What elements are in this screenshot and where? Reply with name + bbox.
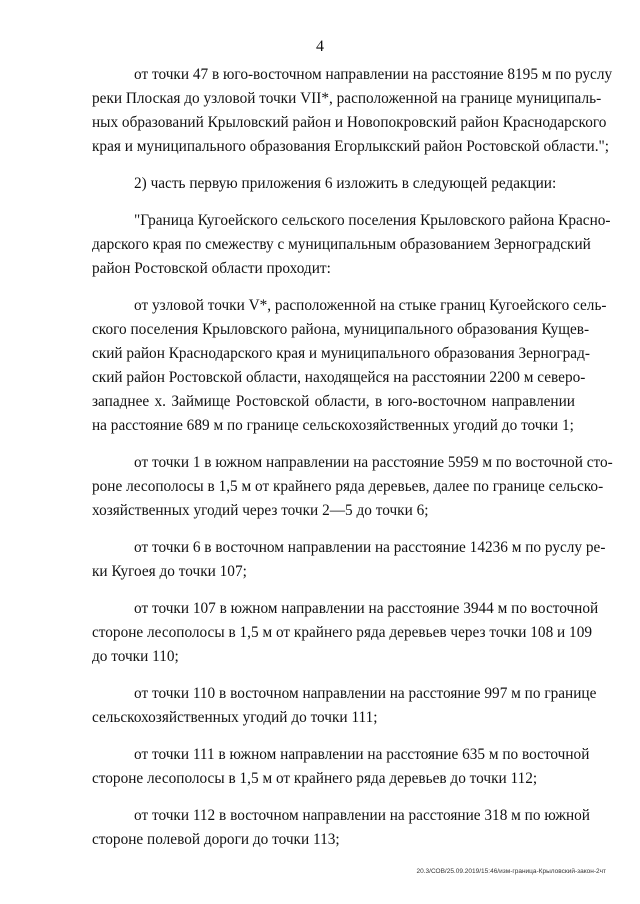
text-line: сельскохозяйственных угодий до точки 111;: [92, 709, 378, 726]
text-line: 2) часть первую приложения 6 изложить в следующей редакции:: [134, 175, 557, 192]
text-line: от точки 47 в юго-восточном направлении на расстояние 8195 м по руслу: [134, 66, 613, 83]
footer-code: 20.3/СОВ/25.09.2019/15:46/изм-граница-Крыловский-закон-2чт: [416, 868, 606, 875]
text-line: роне лесополосы в 1,5 м от крайнего ряда деревьев, далее по границе сельско-: [92, 478, 604, 495]
text-line: западнее х. Займище Ростовской области, в юго-восточном направлении: [92, 393, 575, 410]
text-line: "Граница Кугоейского сельского поселения Крыловского района Красно-: [134, 212, 611, 229]
page-number: 4: [316, 38, 324, 55]
text-line: ки Кугоея до точки 107;: [92, 563, 247, 580]
paragraph: [92, 294, 607, 438]
paragraph: [92, 597, 599, 669]
text-line: от узловой точки V*, расположенной на стыке границ Кугоейского сель-: [134, 297, 607, 314]
text-line: реки Плоская до узловой точки VII*, расположенной на границе муниципаль-: [92, 90, 602, 107]
text-line: хозяйственных угодий через точки 2—5 до точки 6;: [92, 502, 429, 519]
document-body: [92, 63, 613, 865]
paragraph: [92, 172, 575, 196]
text-line: ский район Краснодарского края и муниципального образования Зерноград-: [92, 345, 590, 362]
text-line: район Ростовской области проходит:: [92, 260, 331, 277]
text-line: ского поселения Крыловского района, муниципального образования Кущев-: [92, 321, 590, 338]
text-line: от точки 107 в южном направлении на расстояние 3944 м по восточной: [134, 600, 599, 617]
text-line: от точки 110 в восточном направлении на расстояние 997 м по границе: [134, 685, 597, 702]
text-line: от точки 6 в восточном направлении на расстояние 14236 м по руслу ре-: [134, 539, 606, 556]
paragraph: [92, 536, 606, 584]
text-line: стороне лесополосы в 1,5 м от крайнего ряда деревьев до точки 112;: [92, 770, 538, 787]
text-line: ский район Ростовской области, находящейся на расстоянии 2200 м северо-: [92, 369, 586, 386]
paragraph: [92, 804, 590, 852]
paragraph: [92, 743, 590, 791]
text-line: ных образований Крыловский район и Новопокровский район Краснодарского: [92, 114, 607, 131]
text-line: стороне лесополосы в 1,5 м от крайнего ряда деревьев через точки 108 и 109: [92, 624, 592, 641]
text-line: края и муниципального образования Егорлыкский район Ростовской области.";: [92, 138, 610, 155]
text-line: от точки 111 в южном направлении на расстояние 635 м по восточной: [134, 746, 590, 763]
text-line: от точки 1 в южном направлении на расстояние 5959 м по восточной сто-: [134, 454, 613, 471]
text-line: от точки 112 в восточном направлении на расстояние 318 м по южной: [134, 807, 590, 824]
paragraph: [92, 451, 613, 523]
text-line: до точки 110;: [92, 648, 179, 665]
text-line: на расстояние 689 м по границе сельскохозяйственных угодий до точки 1;: [92, 417, 574, 434]
paragraph: [92, 682, 597, 730]
paragraph: [92, 209, 611, 281]
paragraph: [92, 63, 613, 159]
text-line: стороне полевой дороги до точки 113;: [92, 831, 340, 848]
text-line: дарского края по смежеству с муниципальным образованием Зерноградский: [92, 236, 591, 253]
